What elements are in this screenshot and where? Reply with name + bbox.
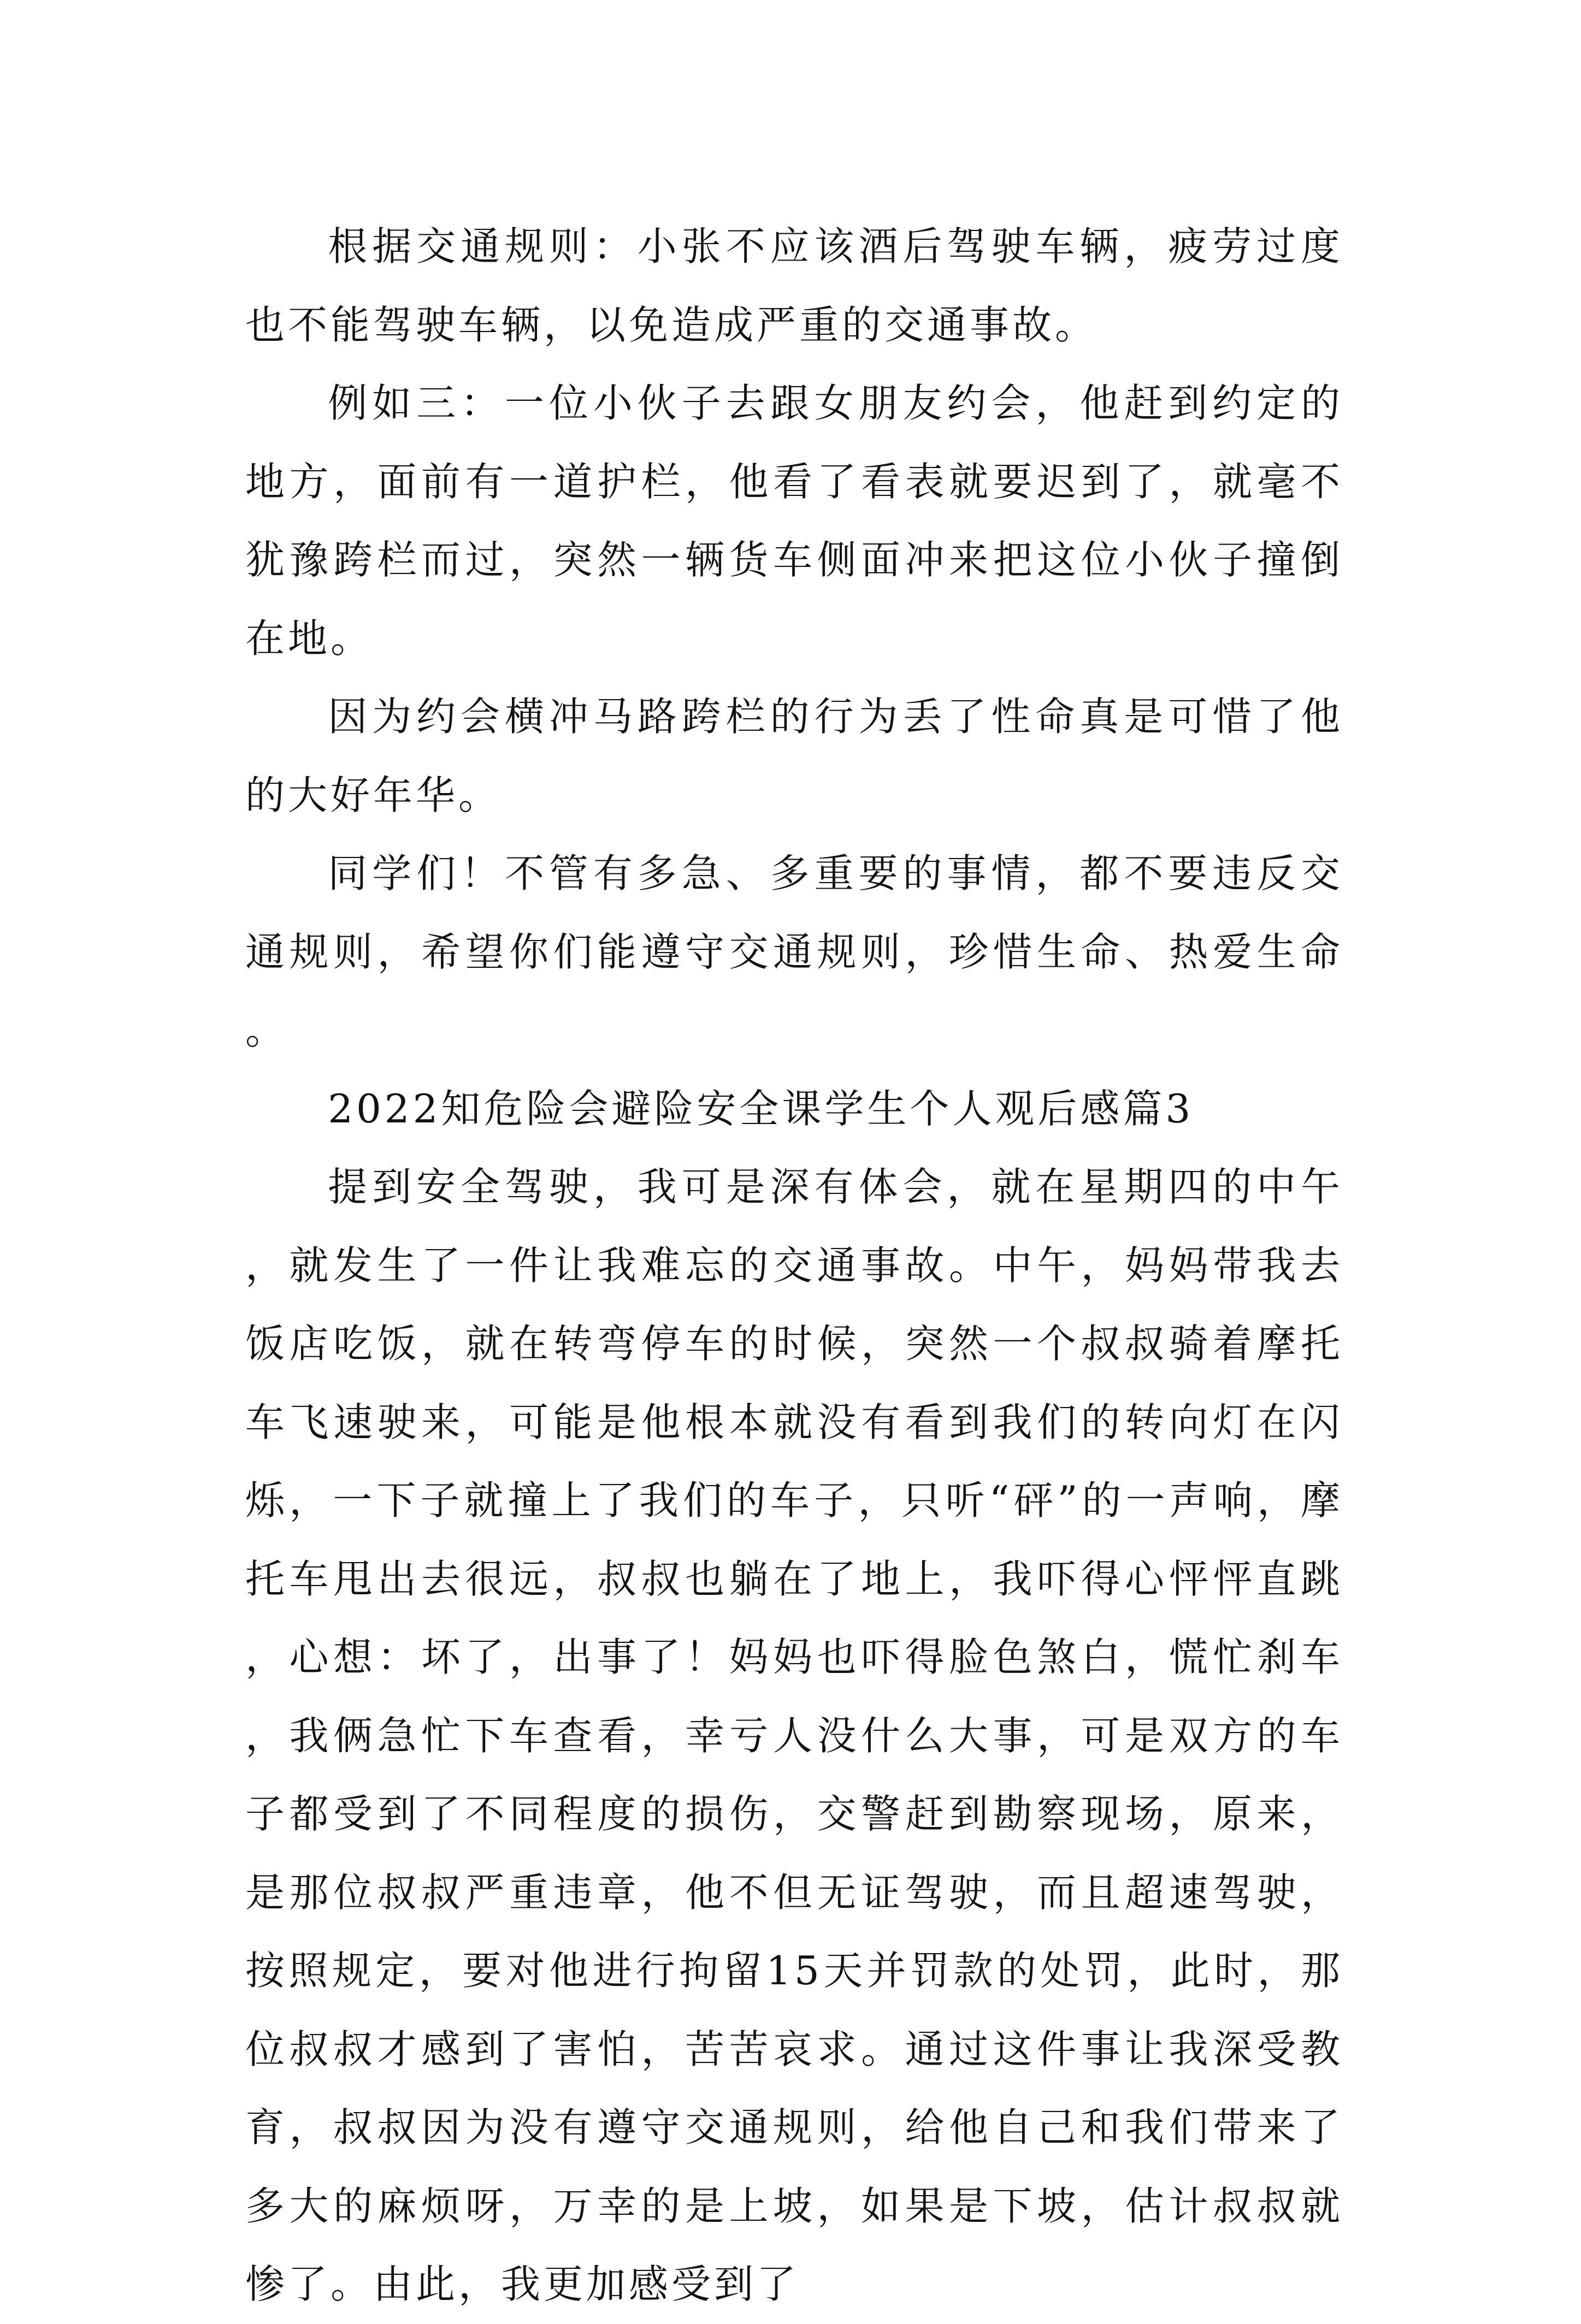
paragraph-example-three: 例如三：一位小伙子去跟女朋友约会，他赶到约定的地方，面前有一道护栏，他看了看表就要迟到了，就毫不犹豫跨栏而过，突然一辆货车侧面冲来把这位小伙子撞倒在地。 xyxy=(245,380,1343,661)
paragraph-safe-driving: 提到安全驾驶，我可是深有体会，就在星期四的中午，就发生了一件让我难忘的交通事故。中午，妈妈带我去饭店吃饭，就在转弯停车的时候，突然一个叔叔骑着摩托车飞速驶来，可能是他根本就没有看到我们的转向灯在闪烁，一下子就撞上了我们的车子，只听“砰”的一声响，摩托车甩出去很远，叔叔也躺在了地上，我吓得心怦怦直跳，心想：坏了，出事了！妈妈也吓得脸色煞白，慌忙刹车，我俩急忙下车查看，幸亏人没什么大事，可是双方的车子都受到了不同程度的损伤，交警赶到勘察现场，原来，是那位叔叔严重违章，他不但无证驾驶，而且超速驾驶，按照规定，要对他进行拘留15天并罚款的处罚，此时，那位叔叔才感到了害怕，苦苦哀求。通过这件事让我深受教育，叔叔因为没有遵守交通规则，给他自己和我们带来了多大的麻烦呀，万幸的是上坡，如果是下坡，估计叔叔就惨了。由此，我更加感受到了 xyxy=(245,1164,1343,2307)
paragraph-traffic-rules: 根据交通规则：小张不应该酒后驾驶车辆，疲劳过度也不能驾驶车辆，以免造成严重的交通事故。 xyxy=(245,223,1343,348)
paragraph-lost-life: 因为约会横冲马路跨栏的行为丢了性命真是可惜了他的大好年华。 xyxy=(245,694,1343,818)
section-heading: 2022知危险会避险安全课学生个人观后感篇3 xyxy=(328,1085,1194,1132)
document-body xyxy=(245,208,1343,2324)
paragraph-classmates: 同学们！不管有多急、多重要的事情，都不要违反交通规则，希望你们能遵守交通规则，珍惜生命、热爱生命。 xyxy=(245,850,1343,1053)
